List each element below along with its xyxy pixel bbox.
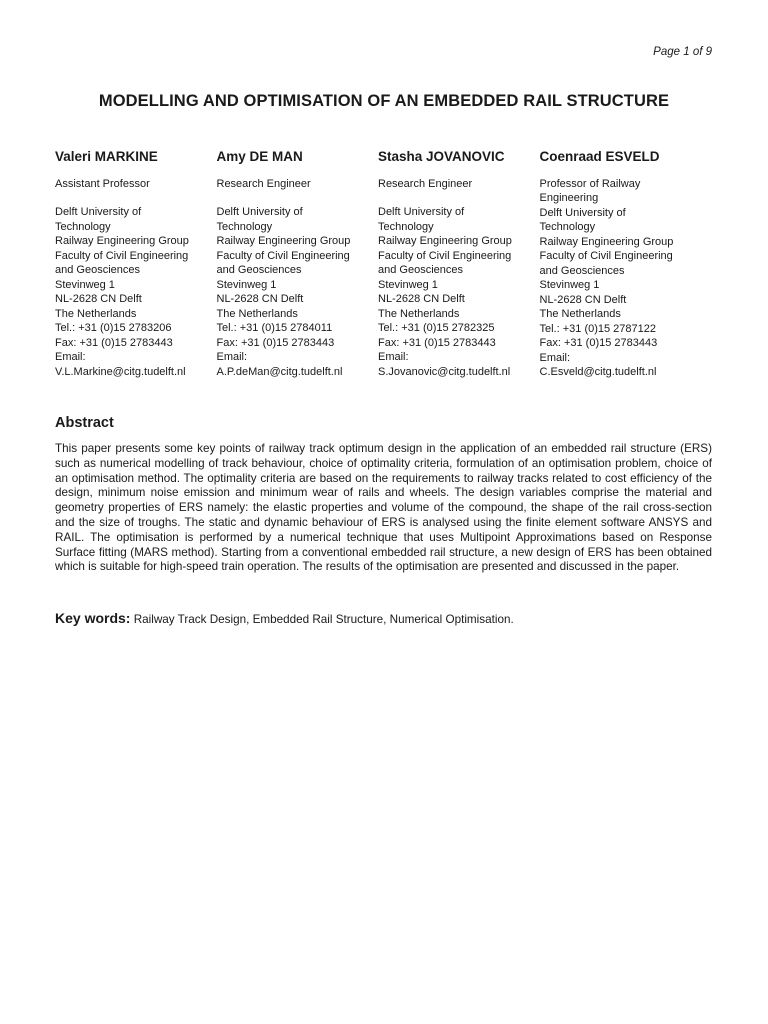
affiliation-line: The Netherlands (55, 307, 137, 320)
affiliation-line: Technology (55, 220, 111, 233)
affiliation-line: Delft University of (378, 206, 465, 218)
affiliation-line: Email: (378, 351, 409, 363)
affiliation-line: C.Esveld@citg.tudelft.nl (539, 366, 657, 378)
position-line: Professor of Railway (539, 177, 641, 190)
affiliation-line: Fax: +31 (0)15 2783443 (539, 337, 658, 349)
affiliation-line: Delft University of (55, 206, 142, 218)
author-name: Coenraad ESVELD (539, 149, 660, 164)
author-block (217, 150, 379, 380)
affiliation-line: Fax: +31 (0)15 2783443 (378, 336, 496, 349)
affiliation-line: Email: (539, 351, 571, 364)
affiliation-line: Tel.: +31 (0)15 2782325 (378, 322, 495, 334)
author-position (378, 177, 540, 192)
affiliation-line: Delft University of (216, 206, 303, 218)
author-affiliation (540, 206, 702, 380)
affiliation-line: The Netherlands (216, 307, 298, 320)
affiliation-line: S.Jovanovic@citg.tudelft.nl (378, 365, 511, 378)
affiliation-line: Railway Engineering Group (539, 235, 674, 248)
affiliation-line: Railway Engineering Group (55, 235, 189, 247)
affiliation-line: A.P.deMan@citg.tudelft.nl (216, 365, 343, 378)
affiliation-line: Technology (539, 221, 596, 233)
author-affiliation (378, 205, 540, 379)
affiliation-line: The Netherlands (539, 308, 621, 320)
author-name: Amy DE MAN (216, 149, 303, 164)
affiliation-line: Tel.: +31 (0)15 2784011 (216, 322, 333, 334)
author-position (540, 177, 702, 206)
affiliation-line: and Geosciences (539, 264, 625, 277)
author-block (540, 150, 702, 380)
affiliation-line: NL-2628 CN Delft (378, 293, 465, 305)
affiliation-line: Fax: +31 (0)15 2783443 (55, 336, 173, 349)
affiliation-line: Fax: +31 (0)15 2783443 (216, 336, 335, 349)
keywords (55, 610, 514, 626)
position-line: Research Engineer (378, 177, 473, 190)
affiliation-line: Email: (216, 351, 248, 363)
keywords-label: Key words: (55, 610, 131, 626)
keywords-text: Railway Track Design, Embedded Rail Structure, Numerical Optimisation. (130, 613, 514, 626)
affiliation-line: NL-2628 CN Delft (539, 293, 627, 306)
affiliation-line: Faculty of Civil Engineering (55, 249, 189, 262)
affiliation-line: Faculty of Civil Engineering (378, 249, 512, 262)
affiliation-line: Tel.: +31 (0)15 2787122 (539, 322, 657, 335)
affiliation-line: Stevinweg 1 (55, 278, 115, 291)
author-position (217, 177, 379, 192)
position-line: Assistant Professor (55, 177, 150, 190)
affiliation-line: NL-2628 CN Delft (216, 293, 304, 305)
paper-title: MODELLING AND OPTIMISATION OF AN EMBEDDED RAIL STRUCTURE (98, 92, 670, 110)
affiliation-line: V.L.Markine@citg.tudelft.nl (55, 365, 186, 378)
affiliation-line: The Netherlands (378, 307, 460, 320)
affiliation-line: and Geosciences (55, 264, 140, 276)
author-block (55, 150, 217, 380)
affiliation-line: Email: (55, 351, 86, 363)
author-list (55, 150, 720, 380)
affiliation-line: Stevinweg 1 (216, 278, 277, 291)
author-position (55, 177, 217, 192)
affiliation-line: Technology (378, 220, 434, 233)
affiliation-line: NL-2628 CN Delft (55, 293, 142, 305)
position-line: Engineering (539, 192, 599, 204)
affiliation-line: Faculty of Civil Engineering (216, 249, 350, 262)
page-number: Page 1 of 9 (653, 46, 712, 58)
affiliation-line: Stevinweg 1 (378, 278, 438, 291)
affiliation-line: Delft University of (539, 206, 626, 219)
abstract-heading: Abstract (55, 415, 114, 431)
author-affiliation (55, 205, 217, 379)
affiliation-line: Railway Engineering Group (216, 235, 351, 247)
author-name: Stasha JOVANOVIC (378, 149, 505, 164)
affiliation-line: Stevinweg 1 (539, 279, 600, 291)
affiliation-line: Faculty of Civil Engineering (539, 250, 673, 262)
affiliation-line: and Geosciences (216, 264, 302, 276)
author-block (378, 150, 540, 380)
affiliation-line: Railway Engineering Group (378, 235, 512, 247)
author-name: Valeri MARKINE (55, 149, 158, 164)
affiliation-line: Tel.: +31 (0)15 2783206 (55, 322, 172, 334)
affiliation-line: Technology (216, 220, 273, 233)
position-line: Research Engineer (216, 177, 311, 190)
abstract-text: This paper presents some key points of railway track optimum design in the application of an embedded rail structure (ERS) such as numerical modelling of track behaviour, choice of optimality criteria, formulation of an optimisation problem, choice of an optimisation method. The optimality criteria are based on the requirements to railway tracks related to cost efficiency of the design, minimum noise emission and minimum wear of rails and wheels. The design variables comprise the material and geometry properties of ERS namely: the elastic properties and volume of the compound, the shape of the rail cross-section and the size of troughs. The static and dynamic behaviour of ERS is analysed using the finite element software ANSYS and RAIL. The optimisation is performed by a numerical technique that uses Multipoint Approximations based on Response Surface fitting (MARS method). Starting from a conventional embedded rail structure, a new design of ERS has been obtained which is suitable for high-speed train operation. The results of the optimisation are presented and discussed in the paper. (55, 442, 712, 574)
author-affiliation (217, 205, 379, 379)
affiliation-line: and Geosciences (378, 264, 463, 276)
